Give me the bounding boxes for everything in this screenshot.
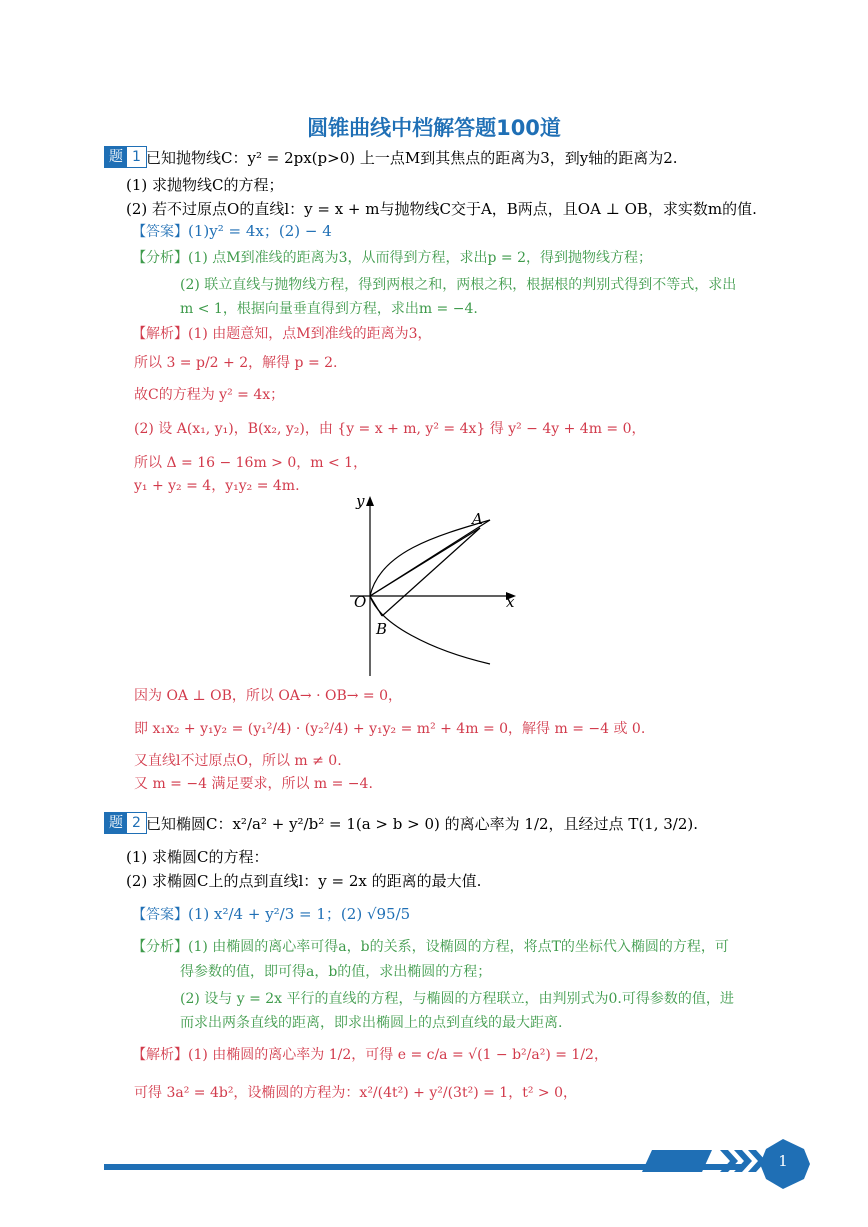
question-2-part-1: (1) 求椭圆C的方程： — [126, 848, 269, 866]
question-1-part-1: (1) 求抛物线C的方程； — [126, 176, 284, 194]
analysis-block-2 — [132, 936, 729, 956]
solution-line-1: (1) 由题意知，点M到准线的距离为3， — [188, 326, 432, 342]
solution-line-4: (2) 设 A(x₁, y₁)，B(x₂, y₂)，由 {y = x + m, y² = 4x} 得 y² − 4y + 4m = 0， — [134, 421, 646, 437]
axis-label-x: x — [506, 593, 515, 611]
solution-label: 【解析】 — [132, 326, 188, 342]
answer-label: 【答案】 — [132, 224, 188, 240]
answer-block-2 — [132, 903, 410, 924]
analysis-text-2a: (2) 设与 y = 2x 平行的直线的方程，与椭圆的方程联立，由判别式为0.可得参数的值，进 — [180, 991, 734, 1007]
question-2-part-2: (2) 求椭圆C上的点到直线l：y = 2x 的距离的最大值. — [126, 872, 482, 890]
question-2-stem: 已知椭圆C：x²/a² + y²/b² = 1(a > b > 0) 的离心率为 1/2，且经过点 T(1, 3/2). — [146, 815, 699, 833]
analysis-block-1 — [132, 247, 652, 267]
page-number: 1 — [778, 1152, 788, 1170]
question-1-part-2: (2) 若不过原点O的直线l：y = x + m与抛物线C交于A，B两点，且OA ⊥ OB，求实数m的值. — [126, 200, 757, 218]
analysis-text-1a: (1) 由椭圆的离心率可得a，b的关系，设椭圆的方程，将点T的坐标代入椭圆的方程，可 — [188, 939, 729, 955]
answer-block-1 — [132, 220, 332, 241]
solution-block-2 — [132, 1044, 608, 1064]
page-title: 圆锥曲线中档解答题100道 — [307, 116, 561, 140]
parabola-figure — [340, 492, 530, 680]
analysis-text-1: (1) 点M到准线的距离为3，从而得到方程，求出p = 2，得到抛物线方程； — [188, 250, 653, 266]
solution-line-9: 又直线l不过原点O，所以 m ≠ 0. — [134, 753, 342, 769]
answer-text: (1)y² = 4x；(2) − 4 — [188, 222, 332, 240]
solution-line-7: 因为 OA ⊥ OB，所以 OA→ · OB→ = 0， — [134, 688, 403, 704]
origin-label: O — [354, 593, 367, 611]
solution-line-2: 可得 3a² = 4b²，设椭圆的方程为：x²/(4t²) + y²/(3t²) = 1，t² > 0， — [134, 1085, 577, 1101]
answer-text: (1) x²/4 + y²/3 = 1；(2) √95/5 — [188, 905, 411, 923]
solution-block-1 — [132, 323, 432, 343]
analysis-text-2b: 而求出两条直线的距离，即求出椭圆上的点到直线的最大距离. — [180, 1015, 563, 1031]
analysis-text-2b: m < 1，根据向量垂直得到方程，求出m = −4. — [180, 301, 478, 317]
question-1-stem: 已知抛物线C：y² = 2px(p>0) 上一点M到其焦点的距离为3，到y轴的距离为2. — [146, 149, 678, 167]
analysis-text-2a: (2) 联立直线与抛物线方程，得到两根之和，两根之积，根据根的判别式得到不等式，求出 — [180, 277, 737, 293]
solution-line-10: 又 m = −4 满足要求，所以 m = −4. — [134, 776, 373, 792]
point-a-label: A — [472, 510, 483, 528]
solution-line-3: 故C的方程为 y² = 4x； — [134, 387, 285, 403]
solution-line-5: 所以 Δ = 16 − 16m > 0，m < 1， — [134, 455, 368, 471]
question-1-badge — [104, 146, 147, 168]
analysis-text-1b: 得参数的值，即可得a，b的值，求出椭圆的方程； — [180, 964, 492, 980]
solution-line-1: (1) 由椭圆的离心率为 1/2，可得 e = c/a = √(1 − b²/a²) = 1/2， — [188, 1047, 608, 1063]
solution-label: 【解析】 — [132, 1047, 188, 1063]
analysis-label: 【分析】 — [132, 250, 188, 266]
answer-label: 【答案】 — [132, 907, 188, 923]
point-b-label: B — [376, 620, 388, 638]
axis-label-y: y — [356, 492, 365, 510]
analysis-label: 【分析】 — [132, 939, 188, 955]
question-2-badge — [104, 812, 147, 834]
solution-line-8: 即 x₁x₂ + y₁y₂ = (y₁²/4) · (y₂²/4) + y₁y₂ = m² + 4m = 0，解得 m = −4 或 0. — [134, 721, 646, 737]
question-badge-number: 1 — [132, 149, 141, 165]
solution-line-6: y₁ + y₂ = 4，y₁y₂ = 4m. — [134, 478, 300, 494]
question-badge-number: 2 — [132, 815, 141, 831]
solution-line-2: 所以 3 = p/2 + 2，解得 p = 2. — [134, 355, 338, 371]
question-badge-label: 题 — [105, 147, 127, 167]
question-badge-label: 题 — [105, 813, 127, 833]
